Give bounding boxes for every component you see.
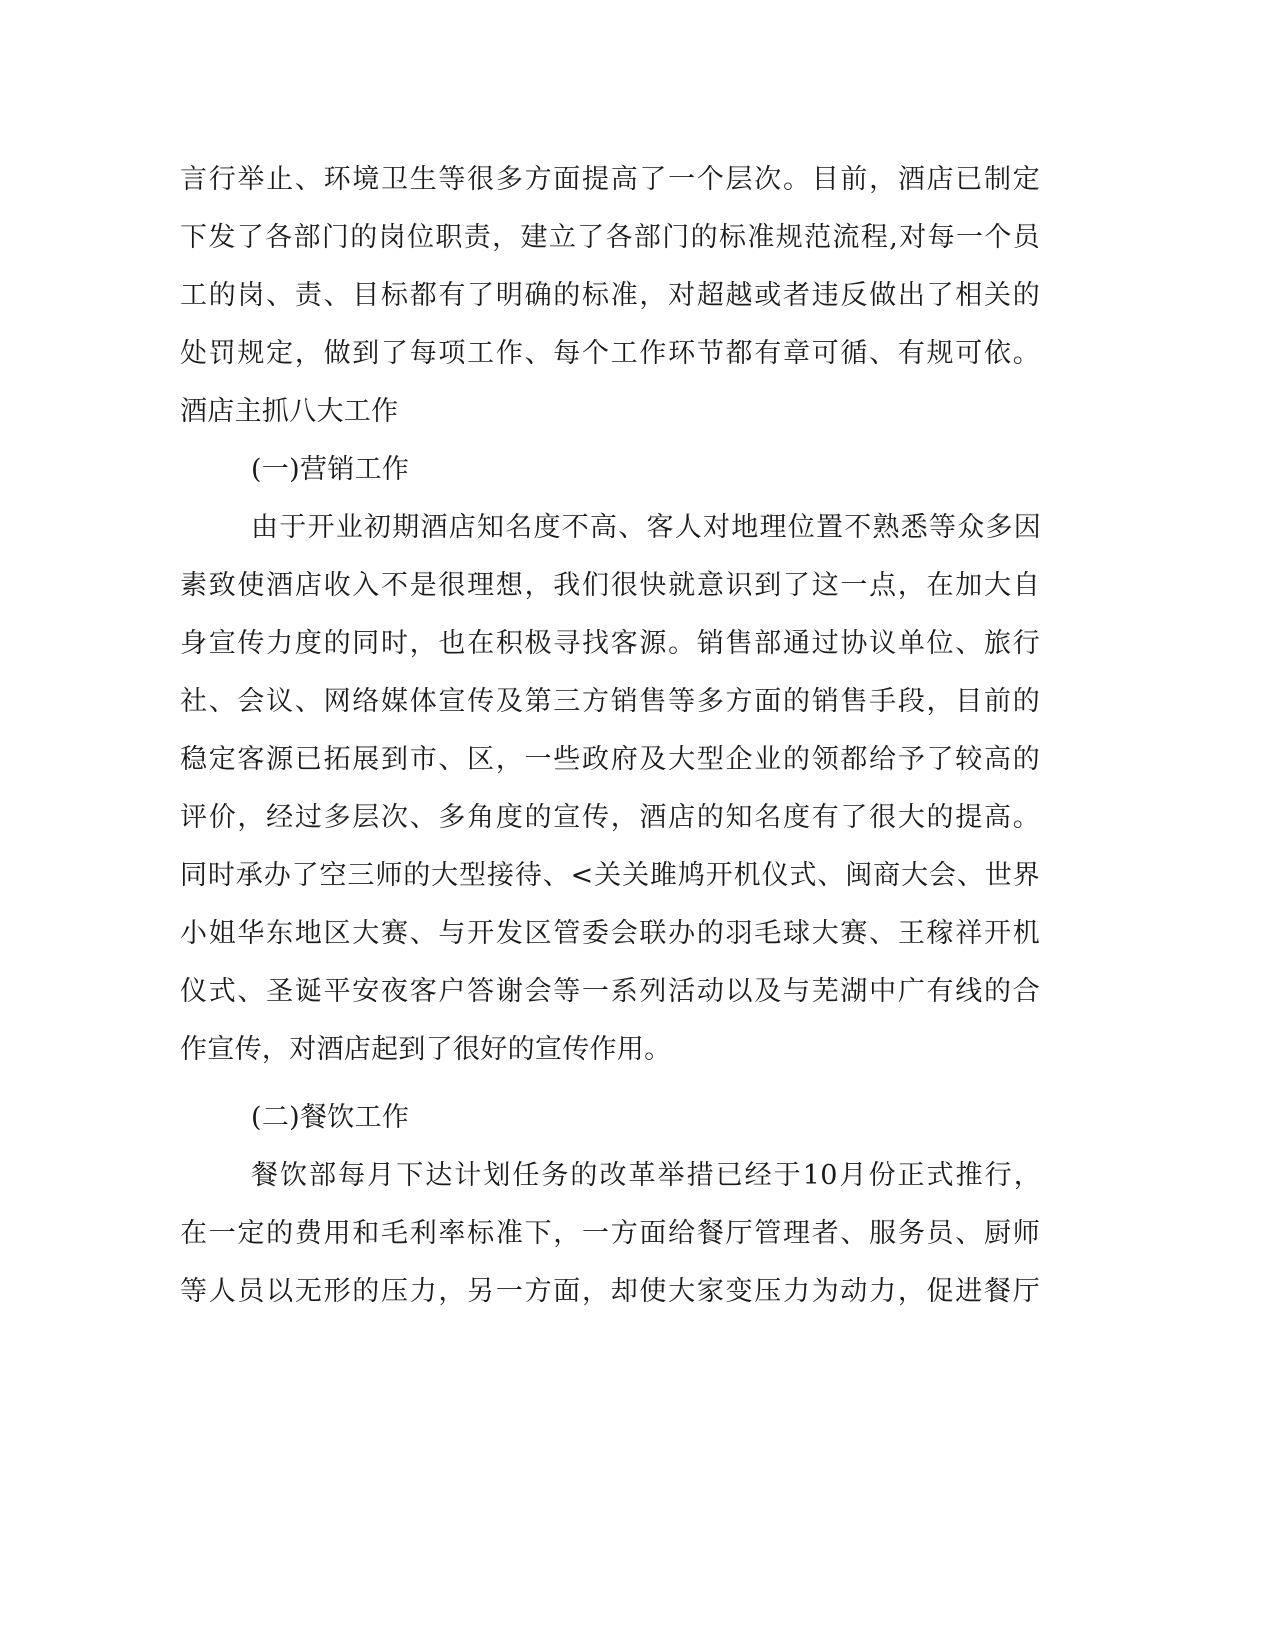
body-text-line: 处罚规定，做到了每项工作、每个工作环节都有章可循、有规可依。 [180, 338, 1040, 369]
body-text-line: 餐饮部每月下达计划任务的改革举措已经于10月份正式推行， [251, 1160, 1041, 1191]
body-text-line: 下发了各部门的岗位职责，建立了各部门的标准规范流程,对每一个员 [180, 222, 1040, 253]
body-text-line: 评价，经过多层次、多角度的宣传，酒店的知名度有了很大的提高。 [180, 802, 1040, 833]
body-text-line: 同时承办了空三师的大型接待、<关关雎鸠开机仪式、闽商大会、世界 [180, 860, 1040, 891]
body-text-line: 由于开业初期酒店知名度不高、客人对地理位置不熟悉等众多因 [251, 512, 1041, 543]
body-text-line: 言行举止、环境卫生等很多方面提高了一个层次。目前，酒店已制定 [180, 164, 1040, 195]
body-text-line: 仪式、圣诞平安夜客户答谢会等一系列活动以及与芜湖中广有线的合 [180, 976, 1040, 1007]
subsection-heading-catering: (二)餐饮工作 [251, 1102, 410, 1133]
body-text-line: 身宣传力度的同时，也在积极寻找客源。销售部通过协议单位、旅行 [180, 628, 1040, 659]
body-text-line: 工的岗、责、目标都有了明确的标准，对超越或者违反做出了相关的 [180, 280, 1040, 311]
body-text-line: 等人员以无形的压力，另一方面，却使大家变压力为动力，促进餐厅 [180, 1276, 1040, 1307]
subsection-heading-marketing: (一)营销工作 [251, 454, 410, 485]
body-text-line: 稳定客源已拓展到市、区，一些政府及大型企业的领都给予了较高的 [180, 744, 1040, 775]
body-text-line: 社、会议、网络媒体宣传及第三方销售等多方面的销售手段，目前的 [180, 686, 1040, 717]
body-text-line: 素致使酒店收入不是很理想，我们很快就意识到了这一点，在加大自 [180, 570, 1040, 601]
body-text-line: 在一定的费用和毛利率标准下，一方面给餐厅管理者、服务员、厨师 [180, 1218, 1040, 1249]
section-heading: 酒店主抓八大工作 [180, 396, 399, 427]
body-text-line: 小姐华东地区大赛、与开发区管委会联办的羽毛球大赛、王稼祥开机 [180, 918, 1040, 949]
body-text-line: 作宣传，对酒店起到了很好的宣传作用。 [180, 1034, 672, 1065]
